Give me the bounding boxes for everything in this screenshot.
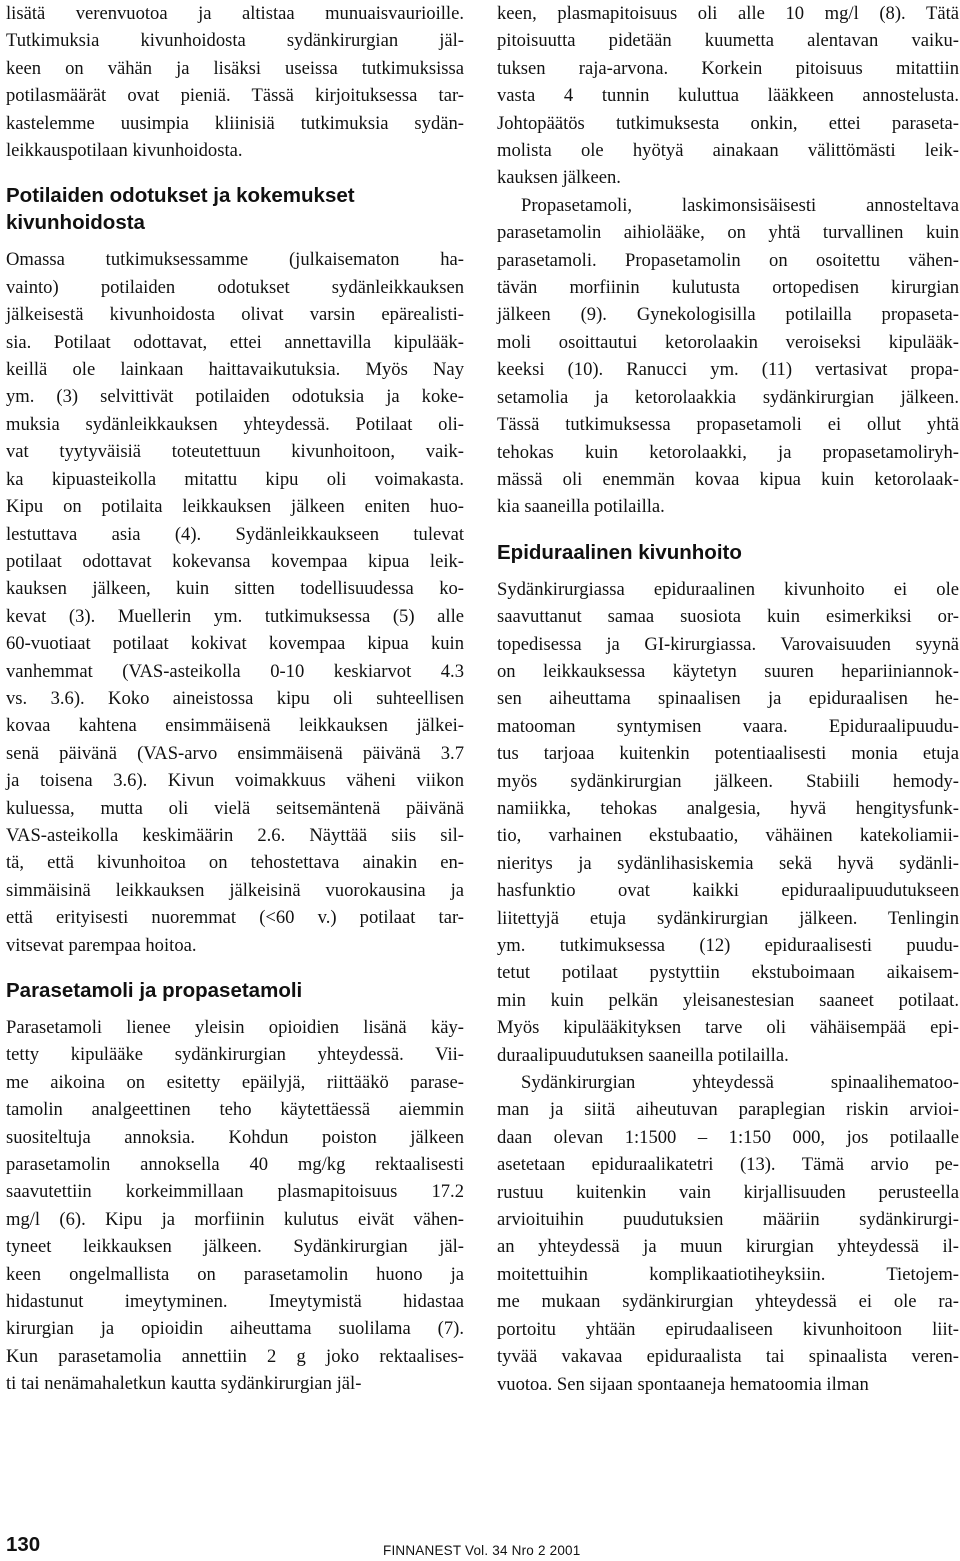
text-line: potilaat odottavat kokevansa kovempaa kipua leik-	[6, 550, 464, 572]
text-line: tetty kipulääke sydänkirurgian yhteydessä. Vii-	[6, 1044, 464, 1066]
page-number: 130	[6, 1533, 41, 1556]
text-line: potilasmäärät ovat pieniä. Tässä kirjoituksessa tar-	[6, 85, 464, 107]
text-line: molista ole hyötyä ainakaan välittömästi leik-	[497, 140, 959, 162]
text-line: Sydänkirurgiassa epiduraalinen kivunhoito ei ole	[497, 578, 959, 600]
text-line: senä päivänä (VAS-arvo ensimmäisenä päivänä 3.7	[6, 742, 464, 764]
text-line: että erityisesti nuoremmat (<60 v.) potilaat tar-	[6, 907, 464, 929]
text-line: kia saaneilla potilailla.	[497, 496, 665, 518]
text-line: vainto) potilaiden odotukset sydänleikkauksen	[6, 276, 464, 298]
text-line: tyneet leikkauksen jälkeen. Sydänkirurgian jäl-	[6, 1236, 464, 1258]
text-line: Myös kipulääkityksen tarve oli vähäisempää epi-	[497, 1017, 959, 1039]
text-line: ym. (3) selvittivät potilaiden odotuksia ja koke-	[6, 386, 464, 408]
paragraph	[497, 0, 959, 192]
text-line: parasetamolin annoksella 40 mg/kg rektaalisesti	[6, 1154, 464, 1176]
text-line: namiikka, tehokas analgesia, hyvä hengitysfunk-	[497, 797, 959, 819]
text-line: keen on vähän ja lisäksi useissa tutkimuksissa	[6, 57, 464, 79]
text-line: saavutettiin korkeimmillaan plasmapitoisuus 17.2	[6, 1181, 464, 1203]
text-line: vanhemmat (VAS-asteikolla 0-10 keskiarvot 4.3	[6, 660, 464, 682]
text-line: nieritys ja sydänlihasiskemia sekä hyvä sydänli-	[497, 852, 959, 874]
paragraph	[6, 1014, 464, 1398]
text-line: saavuttanut samaa suosiota kuin esimerkiksi or-	[497, 606, 959, 628]
left-column	[6, 0, 464, 1398]
text-line: moli osoittautui ketorolaakin veroiseksi kipulääk-	[497, 331, 959, 353]
text-line: tävän morfiinin kulutusta ortopedisen kirurgian	[497, 277, 959, 299]
text-line: Omassa tutkimuksessamme (julkaisematon ha-	[6, 249, 464, 271]
text-line: jälkeisestä kivunhoidosta olivat varsin epärealisti-	[6, 304, 464, 326]
text-line: mg/l (6). Kipu ja morfiinin kulutus eivät vähen-	[6, 1208, 464, 1230]
text-line: Tutkimuksia kivunhoidosta sydänkirurgian jäl-	[6, 30, 464, 52]
text-line: hidastunut imeytyminen. Imeytymistä hidastaa	[6, 1291, 464, 1313]
text-line: topedisessa ja GI-kirurgiassa. Varovaisuuden syynä	[497, 633, 959, 655]
paragraph	[497, 192, 959, 521]
text-line: liitettyjä etuja sydänkirurgian jälkeen. Tenlingin	[497, 907, 959, 929]
text-line: ja toisena 3.6). Kivun voimakkuus väheni viikon	[6, 770, 464, 792]
text-line: pitoisuutta pidetään kuumetta alentavan vaiku-	[497, 30, 959, 52]
text-line: lestuttava asia (4). Sydänleikkaukseen tulevat	[6, 523, 464, 545]
text-line: Sydänkirurgian yhteydessä spinaalihematoo-	[521, 1072, 959, 1094]
text-line: kauksen jälkeen, kuin sitten todellisuudessa ko-	[6, 578, 464, 600]
text-line: ti tai nenämahaletkun kautta sydänkirurgian jäl-	[6, 1373, 362, 1395]
text-line: leikkauspotilaan kivunhoidosta.	[6, 140, 243, 162]
text-line: duraalipuudutuksen saaneilla potilailla.	[497, 1044, 789, 1066]
text-line: keen, plasmapitoisuus oli alle 10 mg/l (8). Tätä	[497, 3, 959, 24]
right-column	[497, 0, 959, 1398]
text-line: arvioituihin puudutuksien määriin sydänkirurgi-	[497, 1209, 959, 1231]
text-line: tus tarjoaa kuitenkin potentiaalisesti monia etuja	[497, 743, 959, 765]
text-line: suositeltuja annoksia. Kohdun poiston jälkeen	[6, 1126, 464, 1148]
text-line: tetut potilaat pystyttiin ekstuboimaan aikaisem-	[497, 962, 959, 984]
section-heading: Epiduraalinen kivunhoito	[497, 540, 742, 564]
text-line: 60-vuotiaat potilaat kokivat kovempaa kipua kuin	[6, 633, 464, 655]
section-heading: kivunhoidosta	[6, 211, 145, 235]
text-line: setamolia ja ketorolaakkia sydänkirurgian jälkeen.	[497, 386, 959, 408]
text-line: myös sydänkirurgian jälkeen. Stabiili hemody-	[497, 770, 959, 792]
text-line: tä, että kivunhoitoa on tehostettava ainakin en-	[6, 852, 464, 874]
text-line: Kipu on potilaita leikkauksen jälkeen eniten huo-	[6, 496, 464, 518]
text-line: VAS-asteikolla keskimäärin 2.6. Näyttää siis sil-	[6, 824, 464, 846]
text-line: kastelemme uusimpia kliinisiä tutkimuksia sydän-	[6, 112, 464, 134]
text-line: on leikkauksessa käytetyn suuren hepariiniannok-	[497, 660, 959, 682]
text-line: sia. Potilaat odottavat, ettei annettavilla kipulääk-	[6, 331, 464, 353]
text-line: tuksen raja-arvona. Korkein pitoisuus mitattiin	[497, 57, 959, 79]
text-line: rustuu kuitenkin vain kirjallisuuden perusteella	[497, 1181, 959, 1203]
text-line: ka kipuasteikolla mitattu kipu oli voimakasta.	[6, 468, 464, 490]
text-line: vs. 3.6). Koko aineistossa kipu oli suhteellisen	[6, 687, 464, 709]
text-line: parasetamolin aihiolääke, on yhtä turvallinen kuin	[497, 222, 959, 244]
paragraph	[497, 576, 959, 1069]
text-line: asetetaan epiduraalikatetri (13). Tämä arvio pe-	[497, 1154, 959, 1176]
text-line: kirurgian ja opioidin aiheuttama suolilama (7).	[6, 1318, 464, 1340]
text-line: matooman syntymisen vaara. Epiduraalipuudu-	[497, 715, 959, 737]
text-line: lisätä verenvuotoa ja altistaa munuaisvaurioille.	[6, 3, 464, 24]
text-line: jälkeen (9). Gynekologisilla potilailla propaseta-	[497, 304, 959, 326]
text-line: vat tyytyväisiä toteutettuun kivunhoitoon, vaik-	[6, 441, 464, 463]
text-line: min kuin pelkän yleisanestesian saaneet potilaat.	[497, 989, 959, 1011]
text-line: kovaa kahtena ensimmäisenä leikkauksen jälkei-	[6, 715, 464, 737]
text-line: tamolin analgeettinen teho käytettäessä aiemmin	[6, 1099, 464, 1121]
text-line: Kun parasetamolia annettiin 2 g joko rektaalises-	[6, 1345, 464, 1367]
text-line: moitettuihin komplikaatiotiheyksiin. Tietojem-	[497, 1263, 959, 1285]
text-line: an yhteydessä ja muun kirurgian yhteydessä il-	[497, 1236, 959, 1258]
text-line: simmäisinä leikkauksen jälkeisinä vuorokausina ja	[6, 879, 464, 901]
text-line: vitsevat parempaa hoitoa.	[6, 934, 197, 956]
text-line: me aikoina on esitetty epäilyjä, riittääkö parase-	[6, 1071, 464, 1093]
journal-citation: FINNANEST Vol. 34 Nro 2 2001	[383, 1543, 581, 1558]
text-line: vuotoa. Sen sijaan spontaaneja hematoomia ilman	[497, 1373, 869, 1395]
text-line: kuluessa, mutta oli vielä seitsemäntenä päivänä	[6, 797, 464, 819]
text-line: sen aiheuttama spinaalisen ja epiduraalisen he-	[497, 688, 959, 710]
text-line: me mukaan sydänkirurgian yhteydessä ei ole ra-	[497, 1291, 959, 1313]
text-line: kauksen jälkeen.	[497, 167, 621, 189]
text-line: Parasetamoli lienee yleisin opioidien lisänä käy-	[6, 1017, 464, 1038]
text-line: muksia sydänleikkauksen yhteydessä. Potilaat oli-	[6, 413, 464, 435]
text-line: portoitu yhtään epirudaaliseen kivunhoitoon liit-	[497, 1318, 959, 1340]
text-line: keeksi (10). Ranucci ym. (11) vertasivat propa-	[497, 359, 959, 381]
paragraph	[6, 246, 464, 959]
text-line: kevat (3). Muellerin ym. tutkimuksessa (5) alle	[6, 605, 464, 627]
text-line: man ja siitä aiheutuvan paraplegian riskin arvioi-	[497, 1099, 959, 1121]
text-line: mässä oli enemmän kovaa kipua kuin ketorolaak-	[497, 468, 959, 490]
text-line: vasta 4 tunnin kuluttua lääkkeen annostelusta.	[497, 85, 959, 107]
text-line: tio, varhainen ekstubaatio, vähäinen katekoliamii-	[497, 825, 959, 847]
text-line: tehokas kuin ketorolaakki, ja propasetamoliryh-	[497, 441, 959, 463]
section-heading: Parasetamoli ja propasetamoli	[6, 979, 303, 1002]
section-heading: Potilaiden odotukset ja kokemukset	[6, 184, 355, 208]
text-line: Johtopäätös tutkimuksesta onkin, ettei paraseta-	[497, 112, 959, 134]
text-line: parasetamoli. Propasetamolin on osoitettu vähen-	[497, 249, 959, 271]
text-line: keen ongelmallista on parasetamolin huono ja	[6, 1263, 464, 1285]
text-line: keillä ole lainkaan haittavaikutuksia. Myös Nay	[6, 359, 464, 381]
text-line: ym. tutkimuksessa (12) epiduraalisesti puudu-	[497, 935, 959, 956]
text-line: tyvää vakavaa epiduraalista tai spinaalista veren-	[497, 1346, 959, 1368]
text-line: hasfunktio ovat kaikki epiduraalipuudutukseen	[497, 880, 959, 902]
text-line: Propasetamoli, laskimonsisäisesti annosteltava	[521, 194, 959, 216]
paragraph	[497, 1069, 959, 1398]
text-line: Tässä tutkimuksessa propasetamoli ei ollut yhtä	[497, 414, 959, 436]
paragraph	[6, 0, 464, 164]
text-line: daan olevan 1:1500 – 1:150 000, jos potilaalle	[497, 1126, 959, 1148]
